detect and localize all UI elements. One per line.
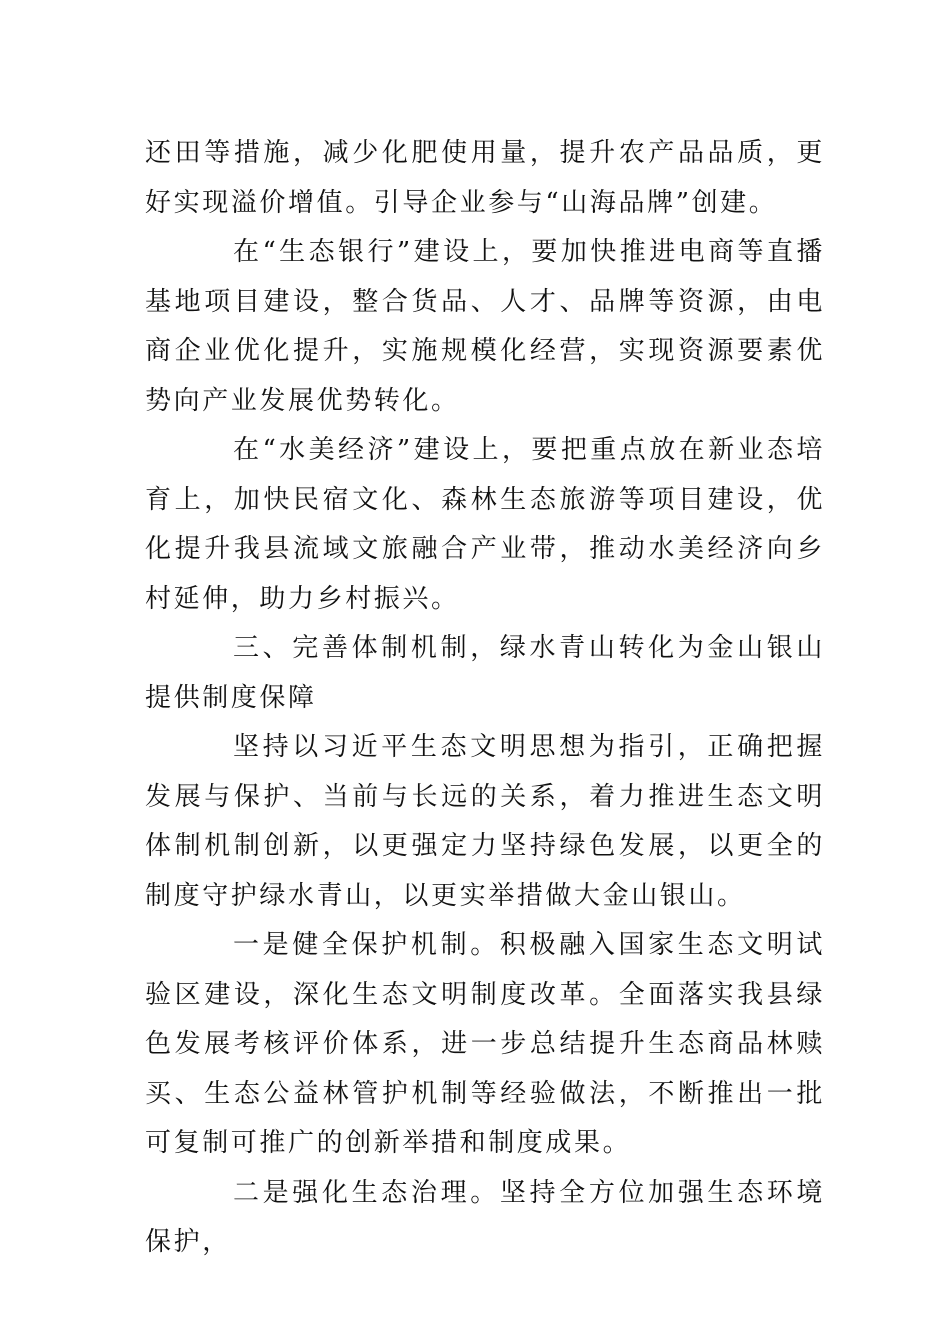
paragraph-guidance: 坚持以习近平生态文明思想为指引，正确把握发展与保护、当前与长远的关系，着力推进生态文明体制机制创新，以更强定力坚持绿色发展，以更全的制度守护绿水青山，以更实举措做大金山银山。 [145,732,825,911]
paragraph-water-economy: 在“水美经济”建设上，要把重点放在新业态培育上，加快民宿文化、森林生态旅游等项目建设，优化提升我县流域文旅融合产业带，推动水美经济向乡村延伸，助力乡村振兴。 [145,435,825,614]
paragraph-continuation: 还田等措施，减少化肥使用量，提升农产品品质，更好实现溢价增值。引导企业参与“山海品牌”创建。 [145,138,825,218]
document-body [145,129,825,1268]
section-heading-three: 三、完善体制机制，绿水青山转化为金山银山提供制度保障 [145,633,825,713]
paragraph-protection-mechanism: 一是健全保护机制。积极融入国家生态文明试验区建设，深化生态文明制度改革。全面落实我县绿色发展考核评价体系，进一步总结提升生态商品林赎买、生态公益林管护机制等经验做法，不断推出一批可复制可推广的创新举措和制度成果。 [145,930,825,1158]
paragraph-eco-governance: 二是强化生态治理。坚持全方位加强生态环境保护， [145,1177,825,1257]
paragraph-eco-bank: 在“生态银行”建设上，要加快推进电商等直播基地项目建设，整合货品、人才、品牌等资源，由电商企业优化提升，实施规模化经营，实现资源要素优势向产业发展优势转化。 [145,237,825,416]
